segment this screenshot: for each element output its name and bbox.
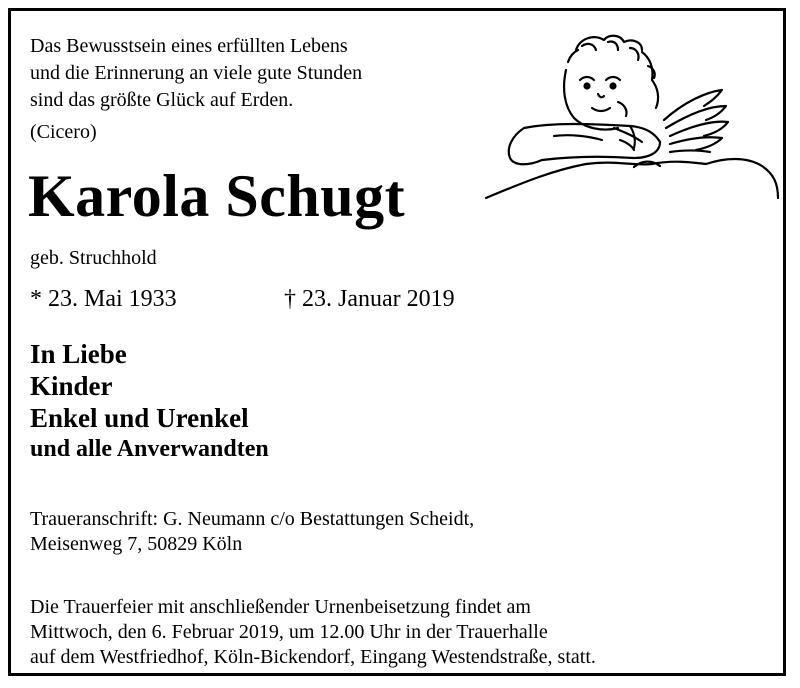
angel-icon bbox=[484, 32, 782, 212]
mourners-intro: In Liebe bbox=[30, 339, 127, 369]
quote-block bbox=[30, 33, 362, 114]
death-date: † 23. Januar 2019 bbox=[284, 286, 455, 312]
mourning-address bbox=[30, 507, 474, 557]
service-line-1: Die Trauerfeier mit anschließender Urnenbeisetzung findet am bbox=[30, 596, 531, 618]
quote-line-3: sind das größte Glück auf Erden. bbox=[30, 89, 294, 111]
address-line-1: Traueranschrift: G. Neumann c/o Bestattungen Scheidt, bbox=[30, 508, 475, 530]
address-line-2: Meisenweg 7, 50829 Köln bbox=[30, 533, 243, 555]
mourners-block bbox=[30, 338, 269, 464]
quote-line-1: Das Bewusstsein eines erfüllten Lebens bbox=[30, 35, 348, 57]
service-line-2: Mittwoch, den 6. Februar 2019, um 12.00 Uhr in der Trauerhalle bbox=[30, 621, 548, 643]
funeral-service-info bbox=[30, 595, 596, 670]
mourners-grandchildren: Enkel und Urenkel bbox=[30, 403, 249, 433]
quote-line-2: und die Erinnerung an viele gute Stunden bbox=[30, 62, 363, 84]
service-line-3: auf dem Westfriedhof, Köln-Bickendorf, Eingang Westendstraße, statt. bbox=[30, 646, 596, 668]
mourners-relatives: und alle Anverwandten bbox=[30, 436, 269, 462]
deceased-name: Karola Schugt bbox=[28, 163, 406, 229]
maiden-name: geb. Struchhold bbox=[30, 247, 157, 269]
mourners-children: Kinder bbox=[30, 371, 113, 401]
quote-author: (Cicero) bbox=[30, 121, 97, 143]
birth-date: * 23. Mai 1933 bbox=[30, 286, 177, 312]
